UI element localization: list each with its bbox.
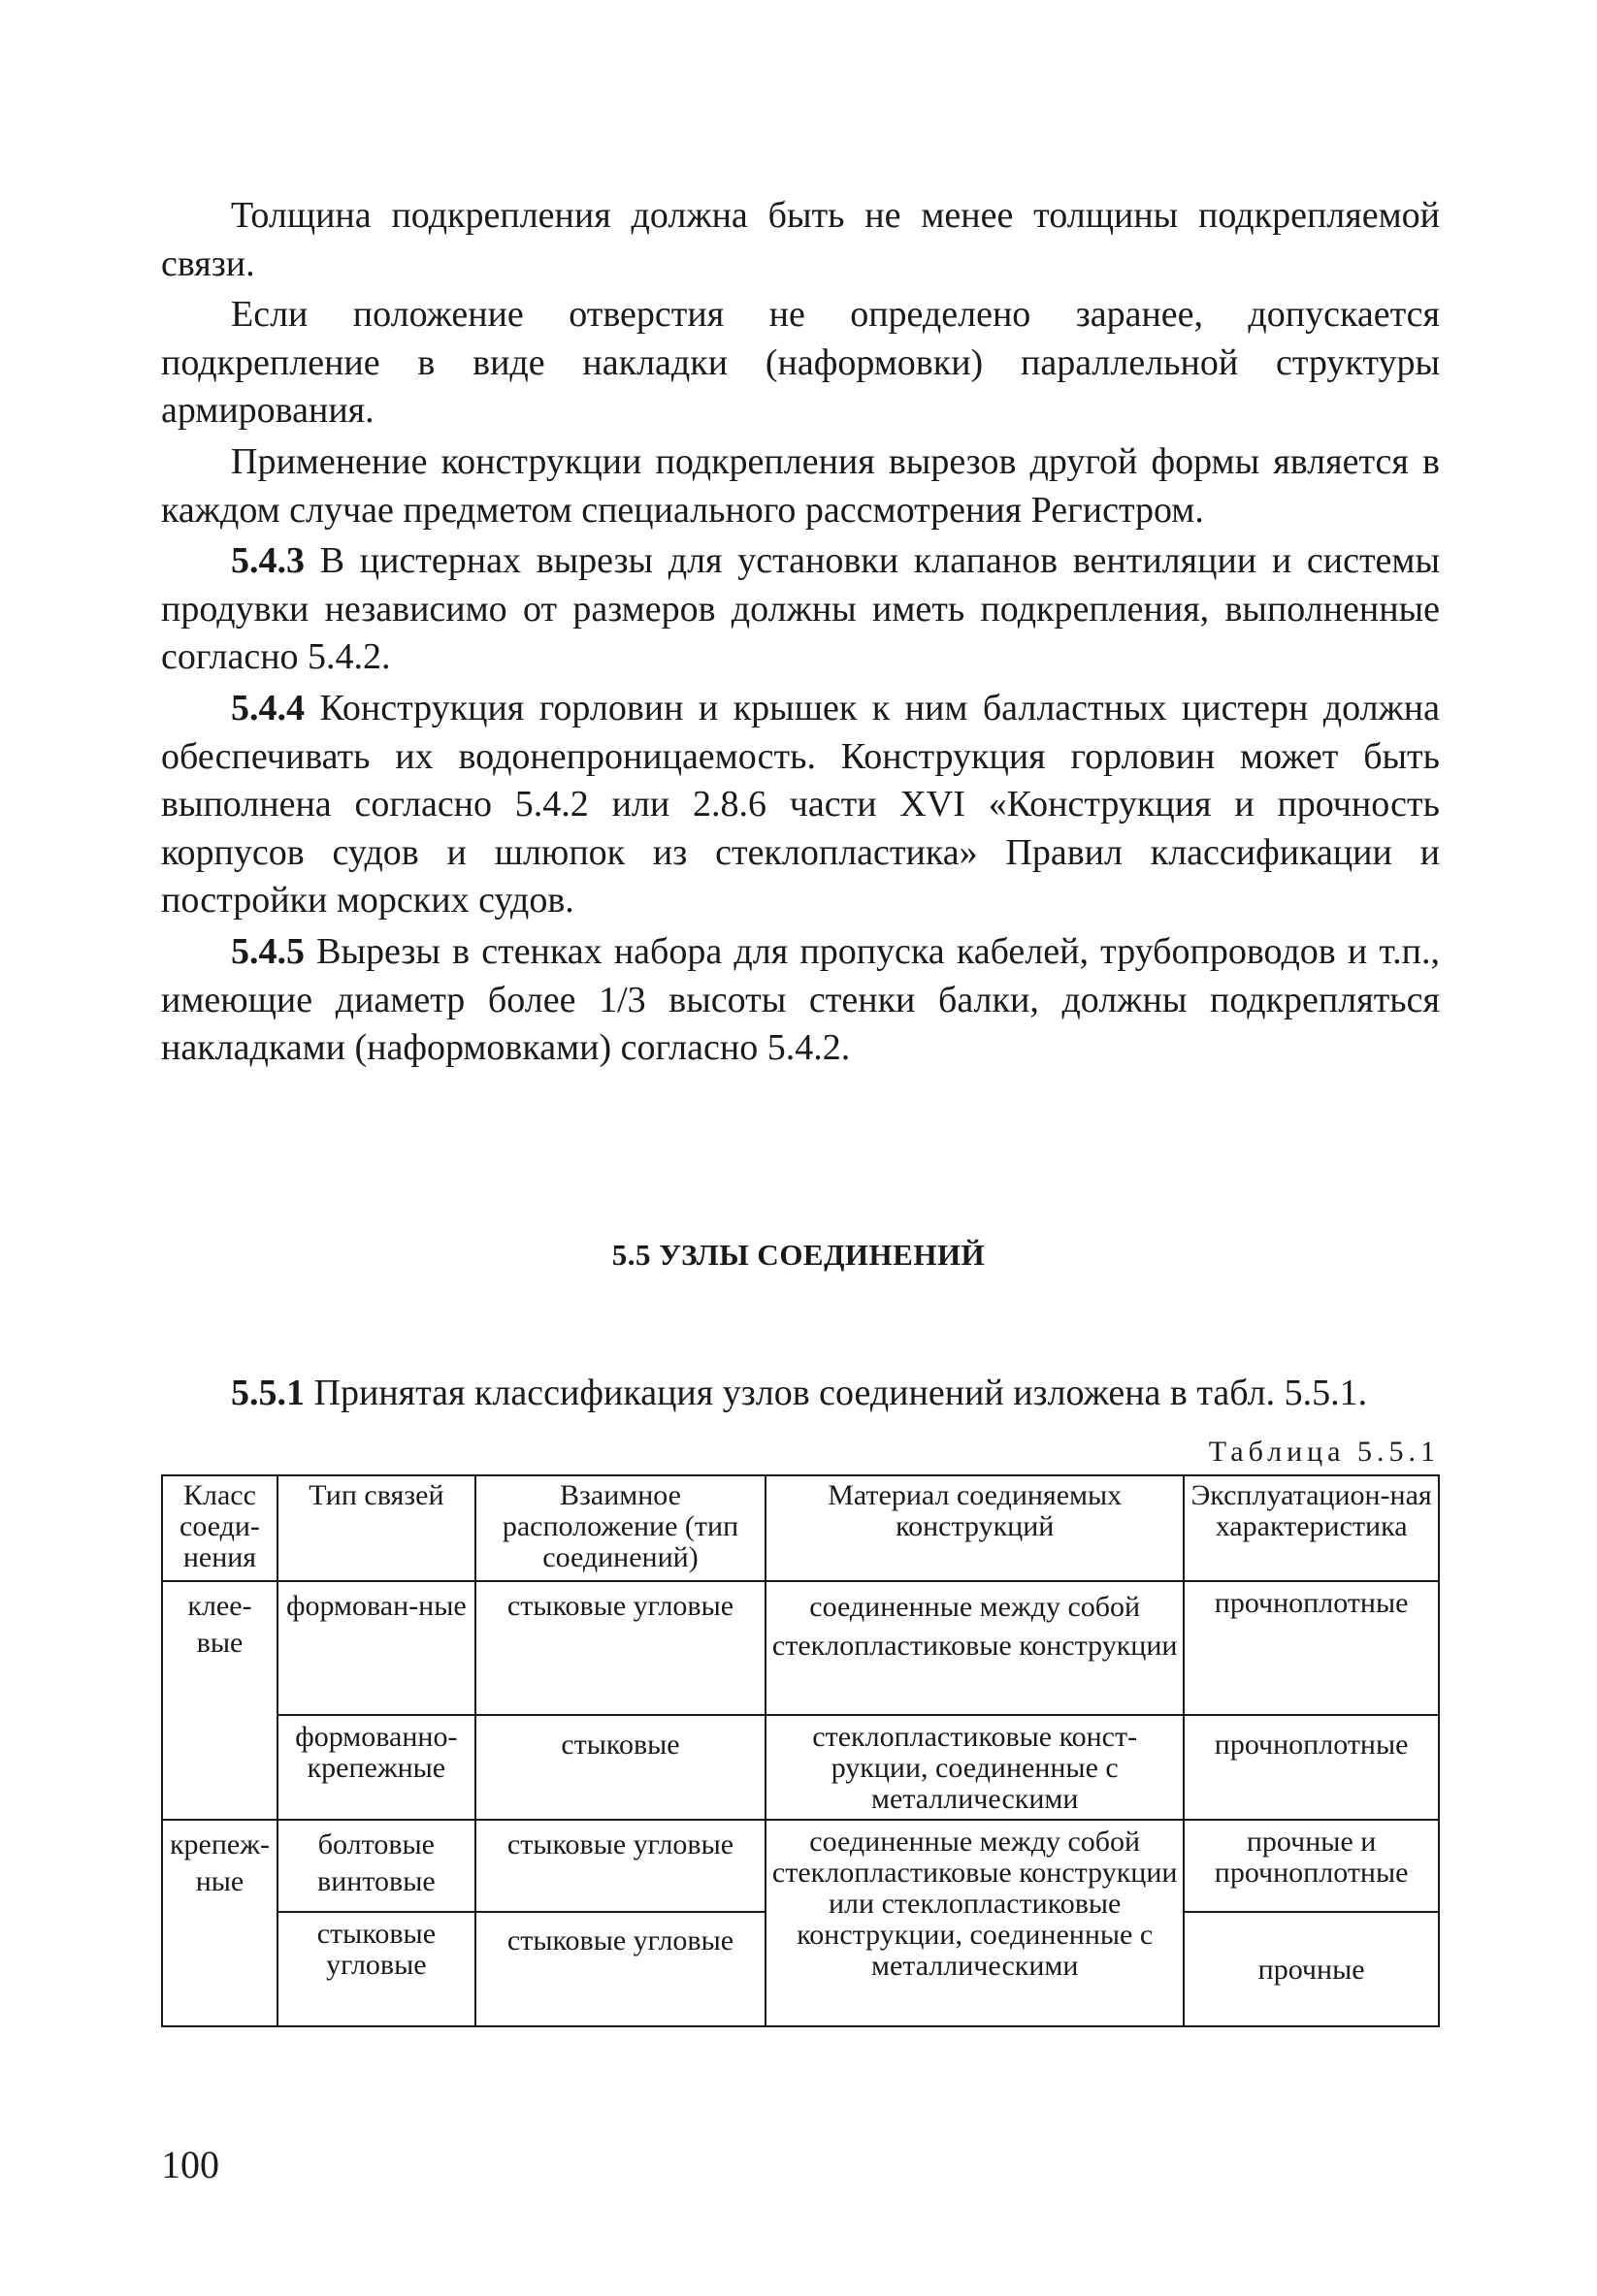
header-cell: Эксплуатацион-ная характеристика	[1184, 1475, 1439, 1581]
table-cell: крепеж-ные	[162, 1820, 277, 2026]
clause-number: 5.4.5	[231, 930, 305, 972]
table-row	[162, 1820, 1439, 1912]
clause-text: Принятая классификация узлов соединений изложена в табл. 5.5.1.	[305, 1373, 1368, 1413]
page-number: 100	[161, 2143, 219, 2186]
table-cell: формованно-крепежные	[277, 1715, 475, 1820]
paragraph-5-4-5	[161, 928, 1440, 1073]
table-cell: стеклопластиковые конст-рукции, соединенные с металлическими	[766, 1715, 1184, 1820]
table-cell: соединенные между собой стеклопластиковые конструкции	[766, 1581, 1184, 1715]
table-cell: прочноплотные	[1184, 1581, 1439, 1715]
paragraph-reinforcement-thickness: Толщина подкрепления должна быть не менее толщины подкрепляемой связи.	[161, 195, 1440, 284]
section-heading: 5.5 УЗЛЫ СОЕДИНЕНИЙ	[611, 1238, 986, 1272]
header-cell: Класс соеди-нения	[162, 1475, 277, 1581]
header-cell: Материал соединяемых конструкций	[766, 1475, 1184, 1581]
joints-classification-table	[161, 1474, 1440, 2027]
paragraph-5-4-4	[161, 685, 1440, 925]
clause-number: 5.5.1	[231, 1373, 305, 1413]
table-cell: болтовые винтовые	[277, 1820, 475, 1912]
table-row	[162, 1715, 1439, 1820]
table-cell: стыковые угловые	[475, 1820, 766, 1912]
table-cell: соединенные между собой стеклопластиковые конструкции или стеклопластиковые конструкции, соединенные с металлическими	[766, 1820, 1184, 2026]
clause-number: 5.4.3	[231, 540, 305, 582]
clause-number: 5.4.4	[231, 687, 305, 728]
clause-text: Конструкция горловин и крышек к ним балластных цистерн должна обеспечивать их водонепроницаемость. Конструкция горловин может быть выполнена согласно 5.4.2 или 2.8.6 части XVI «Конструкция и прочность корпусов судов и шлюпок из стеклопластика» Правил классификации и постройки морских судов.	[161, 687, 1440, 922]
body-text	[161, 192, 1440, 1073]
table-cell: стыковые угловые	[475, 1581, 766, 1715]
clause-text: Вырезы в стенках набора для пропуска кабелей, трубопроводов и т.п., имеющие диаметр более 1/3 высоты стенки балки, должны подкрепляться накладками (наформовками) согласно 5.4.2.	[161, 930, 1440, 1069]
paragraph-hole-position: Если положение отверстия не определено заранее, допускается подкрепление в виде накладки (наформовки) параллельной структуры армирования.	[161, 294, 1440, 432]
table-cell: клее-вые	[162, 1581, 277, 1820]
header-cell: Взаимное расположение (тип соединений)	[475, 1475, 766, 1581]
table-row	[162, 1581, 1439, 1715]
paragraph-other-shapes: Применение конструкции подкрепления вырезов другой формы является в каждом случае предметом специального рассмотрения Регистром.	[161, 440, 1440, 531]
table-caption: Таблица 5.5.1	[1208, 1436, 1440, 1468]
paragraph-5-4-3	[161, 537, 1440, 682]
table-cell: стыковые	[475, 1715, 766, 1820]
table-cell: прочные	[1184, 1912, 1439, 2026]
table-cell: стыковые угловые	[475, 1912, 766, 2026]
header-cell: Тип связей	[277, 1475, 475, 1581]
table-cell: стыковые угловые	[277, 1912, 475, 2026]
clause-text: В цистернах вырезы для установки клапанов вентиляции и системы продувки независимо от размеров должны иметь подкрепления, выполненные согласно 5.4.2.	[161, 540, 1440, 678]
table-cell: прочные и прочноплотные	[1184, 1820, 1439, 1912]
paragraph-5-5-1	[161, 1370, 1440, 1418]
table-header-row	[162, 1475, 1439, 1581]
table-cell: формован-ные	[277, 1581, 475, 1715]
table-cell: прочноплотные	[1184, 1715, 1439, 1820]
